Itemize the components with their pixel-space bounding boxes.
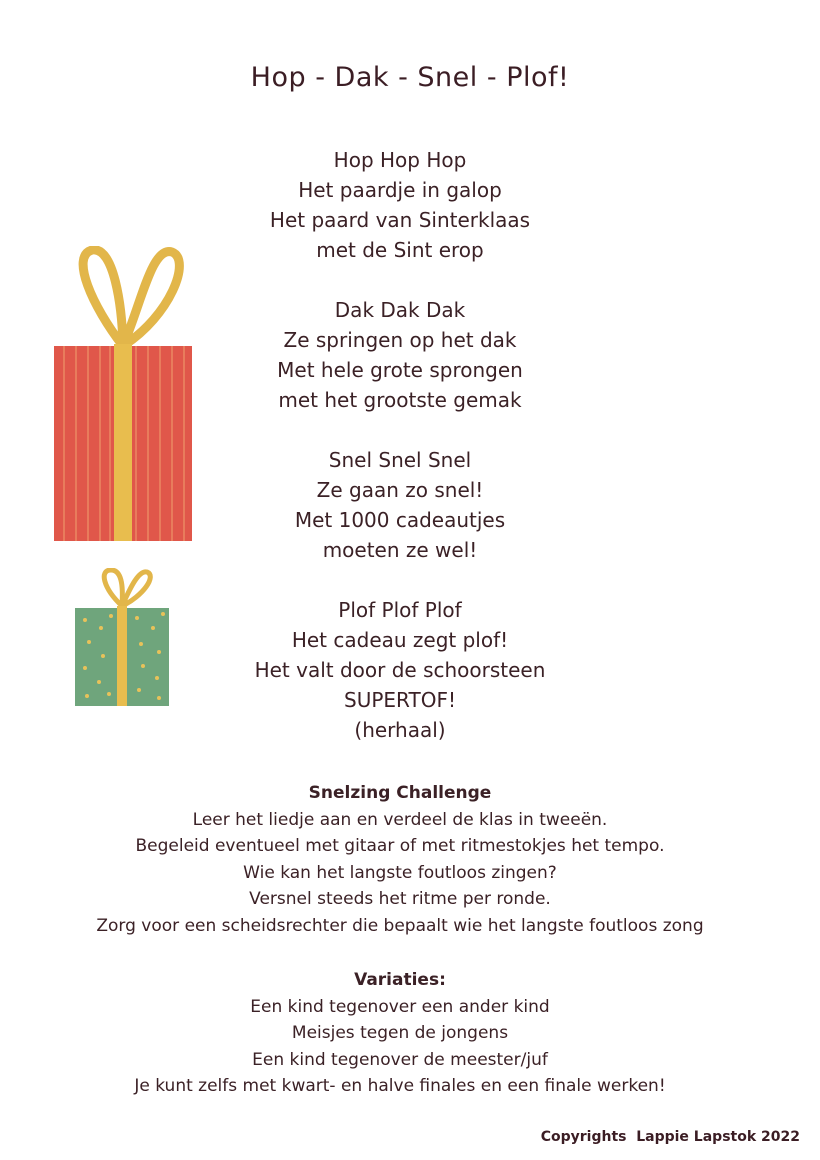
variaties-heading: Variaties: xyxy=(354,970,446,990)
poem-line: met de Sint erop xyxy=(316,238,484,262)
stanza-4 xyxy=(0,595,800,745)
poem-line: Het paard van Sinterklaas xyxy=(269,208,531,232)
stanza-2 xyxy=(0,295,800,415)
variaties-line: Een kind tegenover de meester/juf xyxy=(252,1049,548,1070)
poem-line: moeten ze wel! xyxy=(322,538,478,562)
variaties-line: Je kunt zelfs met kwart- en halve finales en een finale werken! xyxy=(134,1076,666,1096)
stanza-1 xyxy=(0,145,800,265)
challenge-heading: Snelzing Challenge xyxy=(308,783,492,803)
poem-line: Met hele grote sprongen xyxy=(277,358,523,382)
poem xyxy=(0,145,800,775)
poem-line: Plof Plof Plof xyxy=(338,598,462,622)
poem-line: (herhaal) xyxy=(354,718,446,742)
variaties-line: Een kind tegenover een ander kind xyxy=(250,996,550,1017)
challenge-line: Versnel steeds het ritme per ronde. xyxy=(249,889,551,909)
poem-line: Dak Dak Dak xyxy=(334,298,466,322)
poem-line: Hop Hop Hop xyxy=(333,148,467,172)
variaties-line: Meisjes tegen de jongens xyxy=(291,1023,509,1043)
challenge-section xyxy=(0,780,800,939)
stanza-3 xyxy=(0,445,800,565)
poem-line: Snel Snel Snel xyxy=(328,448,472,472)
poem-line: Het cadeau zegt plof! xyxy=(291,628,509,652)
challenge-line: Begeleid eventueel met gitaar of met ritmestokjes het tempo. xyxy=(135,836,665,856)
page-title: Hop - Dak - Snel - Plof! xyxy=(250,62,570,93)
challenge-line: Zorg voor een scheidsrechter die bepaalt wie het langste foutloos zong xyxy=(96,915,704,936)
challenge-line: Wie kan het langste foutloos zingen? xyxy=(243,862,557,883)
variaties-section xyxy=(0,967,800,1100)
copyright-notice: Copyrights Lappie Lapstok 2022 xyxy=(540,1129,800,1145)
poem-line: Het valt door de schoorsteen xyxy=(254,658,546,682)
challenge-line: Leer het liedje aan en verdeel de klas in tweeën. xyxy=(192,809,608,830)
poem-line: Het paardje in galop xyxy=(298,178,502,202)
poem-line: Met 1000 cadeautjes xyxy=(294,508,506,532)
poem-line: Ze springen op het dak xyxy=(283,328,517,352)
poem-line: SUPERTOF! xyxy=(344,688,456,712)
poem-line: Ze gaan zo snel! xyxy=(316,478,484,502)
poem-line: met het grootste gemak xyxy=(278,388,522,412)
